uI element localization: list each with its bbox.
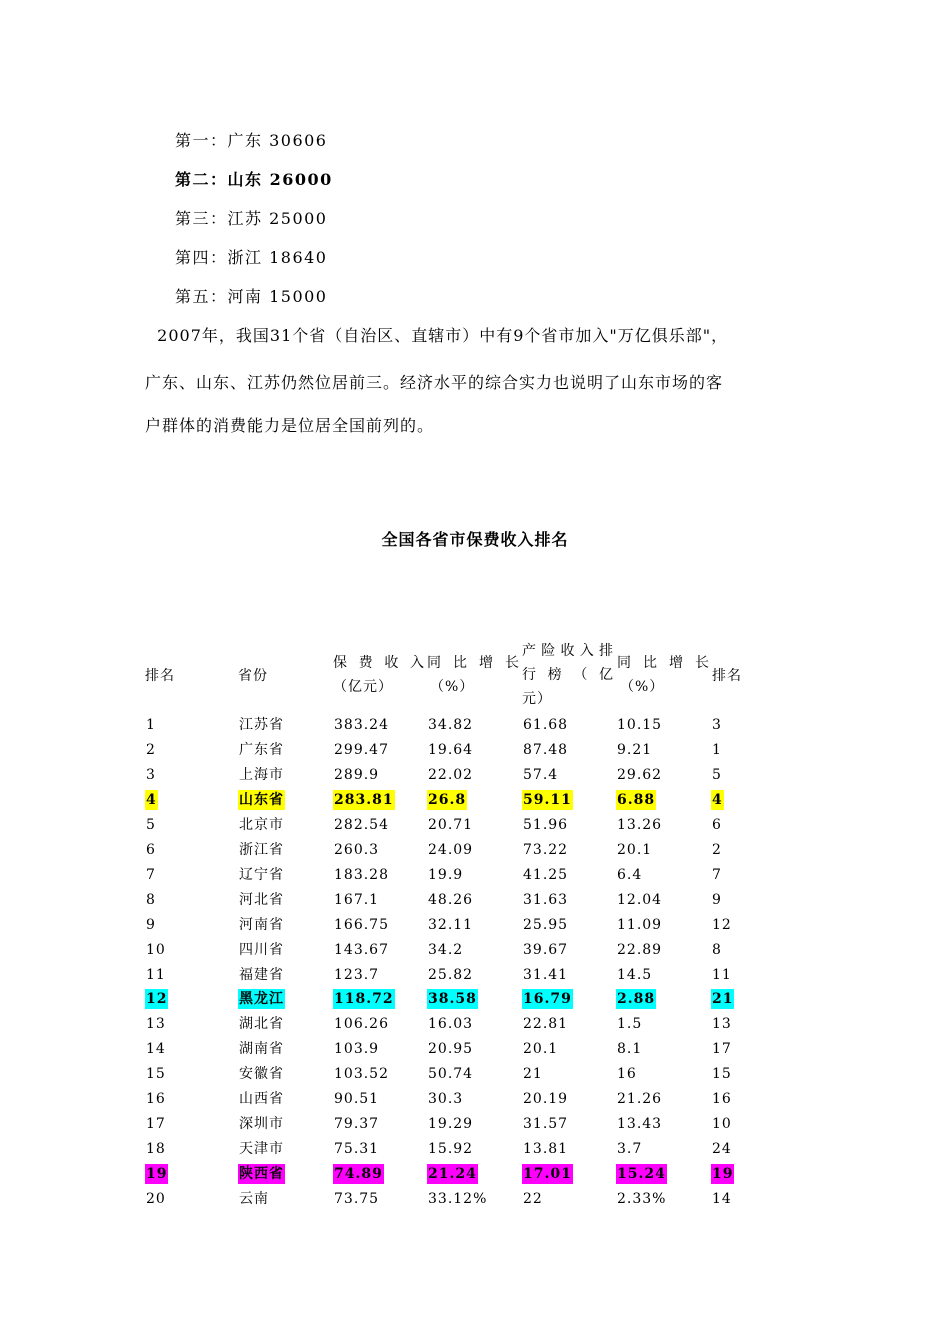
- cell-growth: 26.8: [428, 791, 467, 808]
- cell-property-growth: 2.33%: [617, 1191, 667, 1208]
- cell-rank: 13: [146, 1016, 166, 1033]
- cell-property-premium: 39.67: [523, 941, 569, 958]
- rank-list-item: 第三：江苏 25000: [175, 209, 328, 228]
- table-row: [145, 840, 765, 862]
- cell-property-premium: 51.96: [523, 816, 569, 833]
- cell-rank: 3: [146, 766, 156, 783]
- rank-list-item: 第四：浙江 18640: [175, 248, 328, 267]
- cell-rank: 8: [146, 891, 156, 908]
- table-row: [145, 1039, 765, 1061]
- cell-rank: 6: [146, 841, 156, 858]
- cell-growth: 50.74: [428, 1066, 474, 1083]
- cell-property-growth: 11.09: [617, 916, 663, 933]
- table-row: [145, 1014, 765, 1036]
- cell-rank: 10: [146, 941, 166, 958]
- cell-growth: 21.24: [428, 1166, 477, 1183]
- cell-province: 河南省: [239, 916, 284, 933]
- cell-property-growth: 21.26: [617, 1091, 663, 1108]
- cell-rank: 1: [146, 717, 156, 733]
- cell-property-rank: 24: [712, 1141, 732, 1158]
- header-growth-unit: （%）: [430, 679, 475, 695]
- cell-property-premium: 87.48: [523, 741, 569, 758]
- cell-property-premium: 16.79: [523, 991, 572, 1008]
- cell-property-rank: 13: [712, 1016, 732, 1033]
- cell-growth: 22.02: [428, 766, 474, 783]
- cell-property-rank: 8: [712, 941, 722, 958]
- cell-growth: 34.82: [428, 717, 474, 733]
- cell-property-growth: 10.15: [617, 717, 663, 733]
- cell-property-growth: 9.21: [617, 741, 653, 758]
- cell-property-growth: 12.04: [617, 891, 663, 908]
- cell-rank: 20: [146, 1191, 166, 1208]
- cell-premium: 75.31: [334, 1141, 380, 1158]
- cell-property-premium: 25.95: [523, 916, 569, 933]
- cell-growth: 25.82: [428, 966, 474, 983]
- cell-property-premium: 17.01: [523, 1166, 572, 1183]
- cell-growth: 24.09: [428, 841, 474, 858]
- header-rank: 排名: [145, 668, 175, 684]
- cell-province: 四川省: [239, 941, 284, 958]
- cell-property-growth: 6.88: [617, 791, 656, 808]
- header-property: 产险收入排: [522, 643, 614, 659]
- cell-premium: 299.47: [334, 741, 389, 758]
- cell-property-premium: 73.22: [523, 841, 569, 858]
- cell-premium: 103.52: [334, 1066, 389, 1083]
- header-growth: 同 比 增 长: [427, 655, 520, 671]
- cell-premium: 73.75: [334, 1191, 380, 1208]
- cell-province: 广东省: [239, 741, 284, 758]
- cell-property-rank: 4: [712, 791, 723, 808]
- cell-property-premium: 20.19: [523, 1091, 569, 1108]
- cell-property-premium: 20.1: [523, 1041, 559, 1058]
- header-growth-2: 同 比 增 长: [617, 655, 710, 671]
- cell-province: 山西省: [239, 1091, 284, 1108]
- cell-property-premium: 22: [523, 1191, 543, 1208]
- table-row: [145, 890, 765, 912]
- cell-property-growth: 13.43: [617, 1116, 663, 1133]
- cell-rank: 9: [146, 916, 156, 933]
- cell-growth: 16.03: [428, 1016, 474, 1033]
- cell-rank: 15: [146, 1066, 166, 1083]
- cell-property-rank: 16: [712, 1091, 732, 1108]
- cell-property-premium: 31.57: [523, 1116, 569, 1133]
- cell-rank: 11: [146, 966, 166, 983]
- cell-province: 黑龙江: [239, 991, 284, 1008]
- cell-property-premium: 21: [523, 1066, 543, 1083]
- cell-premium: 123.7: [334, 966, 380, 983]
- header-rank-2: 排名: [712, 668, 742, 684]
- cell-province: 陕西省: [239, 1166, 284, 1183]
- cell-property-growth: 2.88: [617, 991, 656, 1008]
- cell-premium: 103.9: [334, 1041, 380, 1058]
- cell-rank: 14: [146, 1041, 166, 1058]
- cell-province: 江苏省: [239, 717, 284, 733]
- table-row: [145, 1189, 765, 1211]
- cell-premium: 282.54: [334, 816, 389, 833]
- paragraph-line: 2007年，我国31个省（自治区、直辖市）中有9个省市加入"万亿俱乐部"，: [145, 326, 729, 345]
- cell-property-rank: 10: [712, 1116, 732, 1133]
- cell-growth: 15.92: [428, 1141, 474, 1158]
- cell-property-rank: 12: [712, 916, 732, 933]
- cell-property-growth: 3.7: [617, 1141, 643, 1158]
- cell-growth: 34.2: [428, 941, 464, 958]
- table-row: [145, 989, 765, 1011]
- cell-property-growth: 16: [617, 1066, 637, 1083]
- cell-property-rank: 1: [712, 741, 722, 758]
- table-row: [145, 940, 765, 962]
- table-title: 全国各省市保费收入排名: [381, 530, 569, 549]
- table-row: [145, 915, 765, 937]
- cell-premium: 143.67: [334, 941, 389, 958]
- cell-property-premium: 61.68: [523, 717, 569, 733]
- cell-premium: 260.3: [334, 841, 380, 858]
- paragraph-line: 广东、山东、江苏仍然位居前三。经济水平的综合实力也说明了山东市场的客: [145, 373, 724, 392]
- table-row: [145, 815, 765, 837]
- header-premium-unit: （亿元）: [333, 679, 393, 695]
- cell-premium: 74.89: [334, 1166, 383, 1183]
- cell-rank: 5: [146, 816, 156, 833]
- cell-property-rank: 17: [712, 1041, 732, 1058]
- cell-property-growth: 6.4: [617, 866, 643, 883]
- rank-list-item: 第一：广东 30606: [175, 131, 328, 150]
- table-row: [145, 715, 765, 737]
- cell-province: 北京市: [239, 816, 284, 833]
- cell-growth: 20.71: [428, 816, 474, 833]
- cell-rank: 19: [146, 1166, 168, 1183]
- header-growth-2-unit: （%）: [620, 679, 665, 695]
- table-row: [145, 1064, 765, 1086]
- cell-property-rank: 9: [712, 891, 722, 908]
- cell-rank: 4: [146, 791, 157, 808]
- cell-property-rank: 21: [712, 991, 734, 1008]
- cell-premium: 383.24: [334, 717, 389, 733]
- cell-property-growth: 22.89: [617, 941, 663, 958]
- cell-property-rank: 15: [712, 1066, 732, 1083]
- cell-property-premium: 59.11: [523, 791, 572, 808]
- table-row: [145, 865, 765, 887]
- cell-premium: 166.75: [334, 916, 389, 933]
- table-row: [145, 790, 765, 812]
- cell-rank: 17: [146, 1116, 166, 1133]
- cell-property-rank: 14: [712, 1191, 732, 1208]
- cell-property-rank: 3: [712, 717, 722, 733]
- cell-growth: 20.95: [428, 1041, 474, 1058]
- cell-property-growth: 13.26: [617, 816, 663, 833]
- cell-growth: 32.11: [428, 916, 474, 933]
- cell-property-rank: 11: [712, 966, 732, 983]
- rank-list-item: 第二：山东 26000: [175, 170, 333, 189]
- cell-rank: 18: [146, 1141, 166, 1158]
- header-property-line2: 行 榜 （ 亿: [522, 667, 614, 683]
- cell-growth: 33.12%: [428, 1191, 488, 1208]
- cell-province: 上海市: [239, 766, 284, 783]
- cell-property-premium: 41.25: [523, 866, 569, 883]
- cell-province: 浙江省: [239, 841, 284, 858]
- cell-property-growth: 15.24: [617, 1166, 666, 1183]
- cell-growth: 30.3: [428, 1091, 464, 1108]
- cell-province: 安徽省: [239, 1066, 284, 1083]
- cell-province: 云南: [239, 1191, 269, 1208]
- cell-property-growth: 8.1: [617, 1041, 643, 1058]
- cell-premium: 183.28: [334, 866, 389, 883]
- cell-growth: 19.64: [428, 741, 474, 758]
- cell-property-rank: 2: [712, 841, 722, 858]
- header-province: 省份: [238, 668, 268, 684]
- cell-premium: 79.37: [334, 1116, 380, 1133]
- cell-growth: 19.9: [428, 866, 464, 883]
- cell-property-premium: 31.41: [523, 966, 569, 983]
- cell-province: 河北省: [239, 891, 284, 908]
- cell-province: 天津市: [239, 1141, 284, 1158]
- cell-premium: 283.81: [334, 791, 394, 808]
- cell-growth: 48.26: [428, 891, 474, 908]
- cell-premium: 118.72: [334, 991, 394, 1008]
- table-row: [145, 1164, 765, 1186]
- cell-premium: 167.1: [334, 891, 380, 908]
- cell-province: 福建省: [239, 966, 284, 983]
- table-row: [145, 1139, 765, 1161]
- cell-rank: 12: [146, 991, 168, 1008]
- cell-property-rank: 5: [712, 766, 722, 783]
- cell-property-growth: 20.1: [617, 841, 653, 858]
- cell-property-premium: 13.81: [523, 1141, 569, 1158]
- table-row: [145, 740, 765, 762]
- cell-growth: 19.29: [428, 1116, 474, 1133]
- cell-property-premium: 31.63: [523, 891, 569, 908]
- cell-property-premium: 22.81: [523, 1016, 569, 1033]
- paragraph-line: 户群体的消费能力是位居全国前列的。: [145, 416, 435, 435]
- cell-premium: 106.26: [334, 1016, 389, 1033]
- cell-property-premium: 57.4: [523, 766, 559, 783]
- table-row: [145, 1089, 765, 1111]
- cell-rank: 2: [146, 741, 156, 758]
- cell-premium: 289.9: [334, 766, 380, 783]
- cell-province: 山东省: [239, 791, 284, 808]
- table-row: [145, 1114, 765, 1136]
- cell-property-growth: 1.5: [617, 1016, 643, 1033]
- table-row: [145, 765, 765, 787]
- cell-province: 湖北省: [239, 1016, 284, 1033]
- cell-property-growth: 14.5: [617, 966, 653, 983]
- cell-province: 深圳市: [239, 1116, 284, 1133]
- header-property-unit: 元）: [522, 691, 552, 707]
- cell-province: 辽宁省: [239, 866, 284, 883]
- header-premium: 保 费 收 入: [333, 655, 425, 671]
- table-row: [145, 965, 765, 987]
- cell-rank: 7: [146, 866, 156, 883]
- cell-premium: 90.51: [334, 1091, 380, 1108]
- cell-property-rank: 6: [712, 816, 722, 833]
- cell-growth: 38.58: [428, 991, 477, 1008]
- cell-rank: 16: [146, 1091, 166, 1108]
- cell-property-growth: 29.62: [617, 766, 663, 783]
- cell-property-rank: 19: [712, 1166, 734, 1183]
- rank-list-item: 第五：河南 15000: [175, 287, 328, 306]
- cell-property-rank: 7: [712, 866, 722, 883]
- cell-province: 湖南省: [239, 1041, 284, 1058]
